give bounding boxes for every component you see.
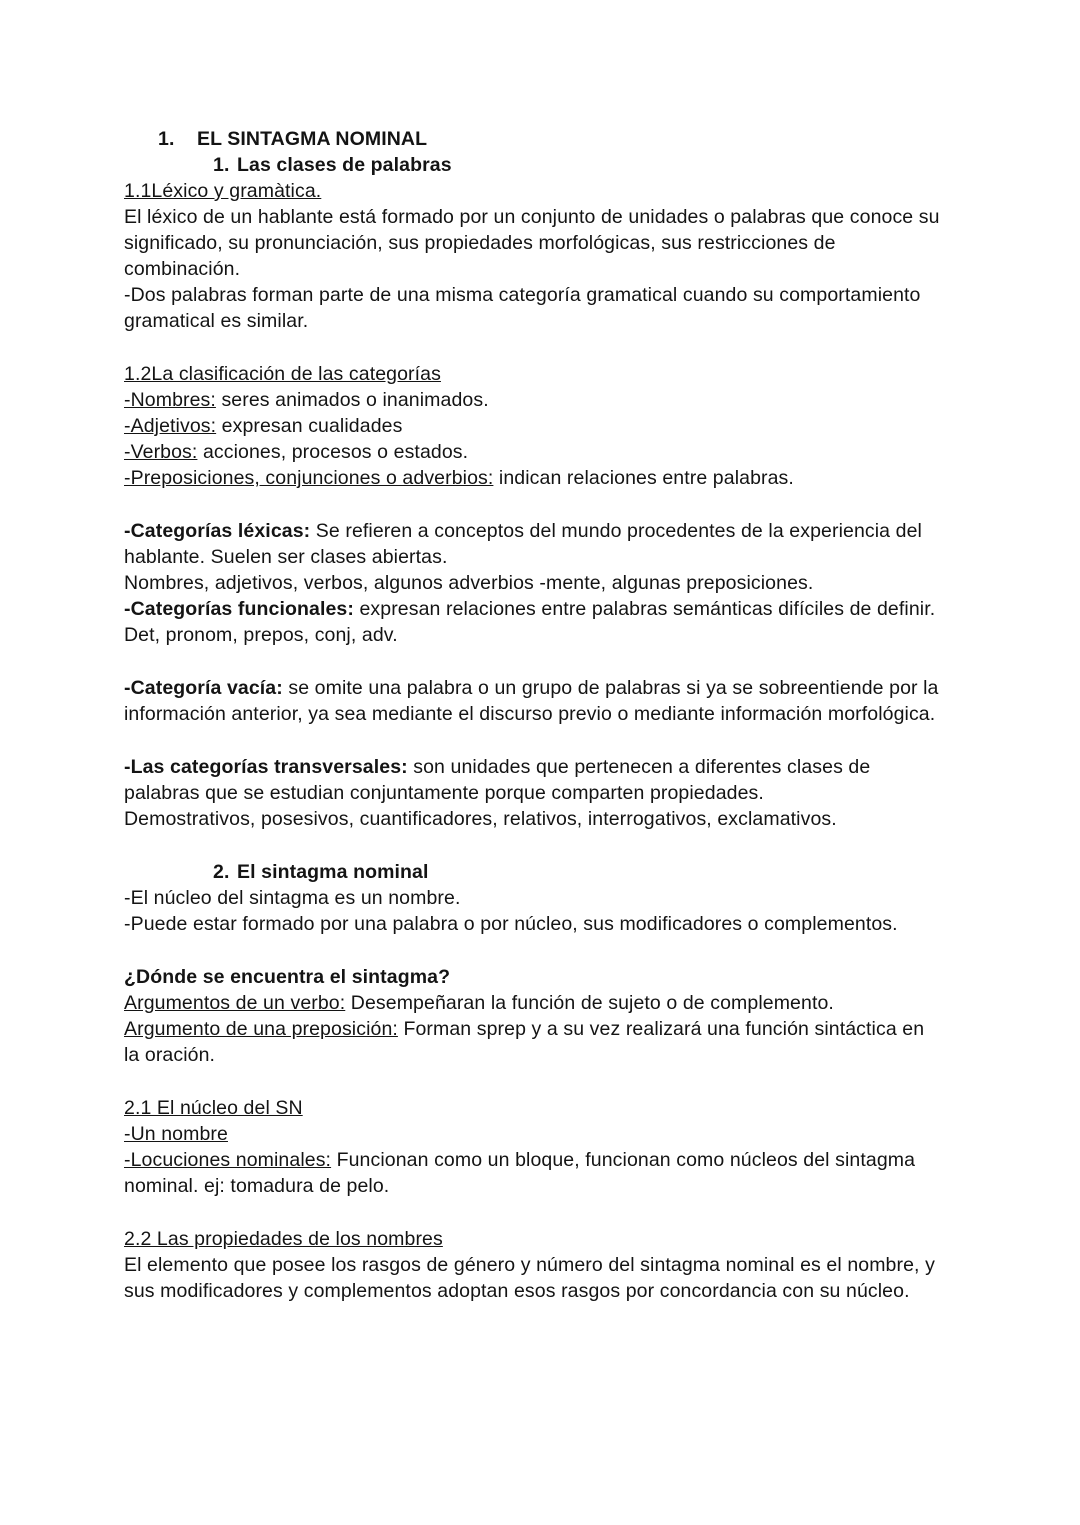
term-categorias-transversales: -Las categorías transversales: xyxy=(124,756,408,778)
main-heading-text: EL SINTAGMA NOMINAL xyxy=(197,128,428,150)
spacer xyxy=(124,1199,944,1226)
section-2-1-heading: 2.1 El núcleo del SN xyxy=(124,1097,303,1119)
paragraph-nucleo-nombre: -El núcleo del sintagma es un nombre. xyxy=(124,887,461,909)
category-term: -Verbos: xyxy=(124,441,198,463)
term-argumento-preposicion: Argumento de una preposición: xyxy=(124,1018,398,1040)
item-un-nombre: -Un nombre xyxy=(124,1123,228,1145)
spacer xyxy=(124,937,944,964)
category-term: -Adjetivos: xyxy=(124,415,217,437)
paragraph-locuciones: -Locuciones nominales: Funcionan como un bloque, funcionan como núcleos del sintagma nominal. ej: tomadura de pelo. xyxy=(124,1149,916,1197)
category-definition: acciones, procesos o estados. xyxy=(197,441,469,463)
paragraph-dos-palabras: -Dos palabras forman parte de una misma categoría gramatical cuando su comportamiento gramatical es similar. xyxy=(124,284,921,332)
spacer xyxy=(124,648,944,675)
paragraph-argumentos-verbo: Argumentos de un verbo: Desempeñaran la función de sujeto o de complemento. xyxy=(124,992,834,1014)
term-locuciones: -Locuciones nominales: xyxy=(124,1149,332,1171)
main-heading xyxy=(124,126,944,152)
section-2-number: 2. xyxy=(213,861,230,883)
category-term: -Preposiciones, conjunciones o adverbios: xyxy=(124,467,494,489)
category-definition: indican relaciones entre palabras. xyxy=(493,467,794,489)
term-categorias-lexicas: -Categorías léxicas: xyxy=(124,520,311,542)
paragraph-categorias-transversales: -Las categorías transversales: son unidades que pertenecen a diferentes clases de palabras que se estudian conjuntamente porque comparten propiedades. xyxy=(124,756,871,804)
spacer xyxy=(124,491,944,518)
paragraph-lexico: El léxico de un hablante está formado por un conjunto de unidades o palabras que conoce su significado, su pronunciación, sus propiedades morfológicas, sus restricciones de combinación. xyxy=(124,206,940,280)
sub-heading-number: 1. xyxy=(213,154,230,176)
section-2-heading xyxy=(124,859,944,885)
category-definition: seres animados o inanimados. xyxy=(215,389,489,411)
category-term: -Nombres: xyxy=(124,389,216,411)
category-definition: expresan cualidades xyxy=(216,415,403,437)
spacer xyxy=(124,334,944,361)
section-2-2-heading: 2.2 Las propiedades de los nombres xyxy=(124,1228,443,1250)
term-argumentos-verbo: Argumentos de un verbo: xyxy=(124,992,346,1014)
term-categoria-vacia: -Categoría vacía: xyxy=(124,677,283,699)
paragraph-categoria-vacia: -Categoría vacía: se omite una palabra o un grupo de palabras si ya se sobreentiende por la información anterior, ya sea mediante el discurso previo o mediante información morfológica. xyxy=(124,677,939,725)
sub-heading xyxy=(124,152,944,178)
paragraph-formado: -Puede estar formado por una palabra o por núcleo, sus modificadores o complementos. xyxy=(124,913,898,935)
sub-heading-text: Las clases de palabras xyxy=(237,154,452,176)
spacer xyxy=(124,1068,944,1095)
paragraph-funcionales-ejemplos: Det, pronom, prepos, conj, adv. xyxy=(124,624,398,646)
category-item-verbos xyxy=(124,439,944,465)
category-item-nombres xyxy=(124,387,944,413)
main-heading-number: 1. xyxy=(158,128,175,150)
paragraph-categorias-funcionales: -Categorías funcionales: expresan relaciones entre palabras semánticas difíciles de definir. xyxy=(124,598,936,620)
section-1-1-heading: 1.1Léxico y gramàtica. xyxy=(124,180,322,202)
paragraph-argumento-preposicion: Argumento de una preposición: Forman sprep y a su vez realizará una función sintáctica en la oración. xyxy=(124,1018,925,1066)
term-categorias-funcionales: -Categorías funcionales: xyxy=(124,598,354,620)
paragraph-categorias-lexicas: -Categorías léxicas: Se refieren a conceptos del mundo procedentes de la experiencia del hablante. Suelen ser clases abiertas. xyxy=(124,520,922,568)
category-item-adjetivos xyxy=(124,413,944,439)
spacer xyxy=(124,727,944,754)
category-item-preposiciones xyxy=(124,465,944,491)
spacer xyxy=(124,832,944,859)
paragraph-lexicas-ejemplos: Nombres, adjetivos, verbos, algunos adverbios -mente, algunas preposiciones. xyxy=(124,572,814,594)
paragraph-propiedades: El elemento que posee los rasgos de género y número del sintagma nominal es el nombre, y sus modificadores y complementos adoptan esos rasgos por concordancia con su núcleo. xyxy=(124,1254,935,1302)
question-heading: ¿Dónde se encuentra el sintagma? xyxy=(124,966,451,988)
section-1-2-heading: 1.2La clasificación de las categorías xyxy=(124,363,441,385)
document-content xyxy=(124,126,944,1304)
section-2-title: El sintagma nominal xyxy=(237,861,429,883)
paragraph-transversales-ejemplos: Demostrativos, posesivos, cuantificadores, relativos, interrogativos, exclamativos. xyxy=(124,808,837,830)
